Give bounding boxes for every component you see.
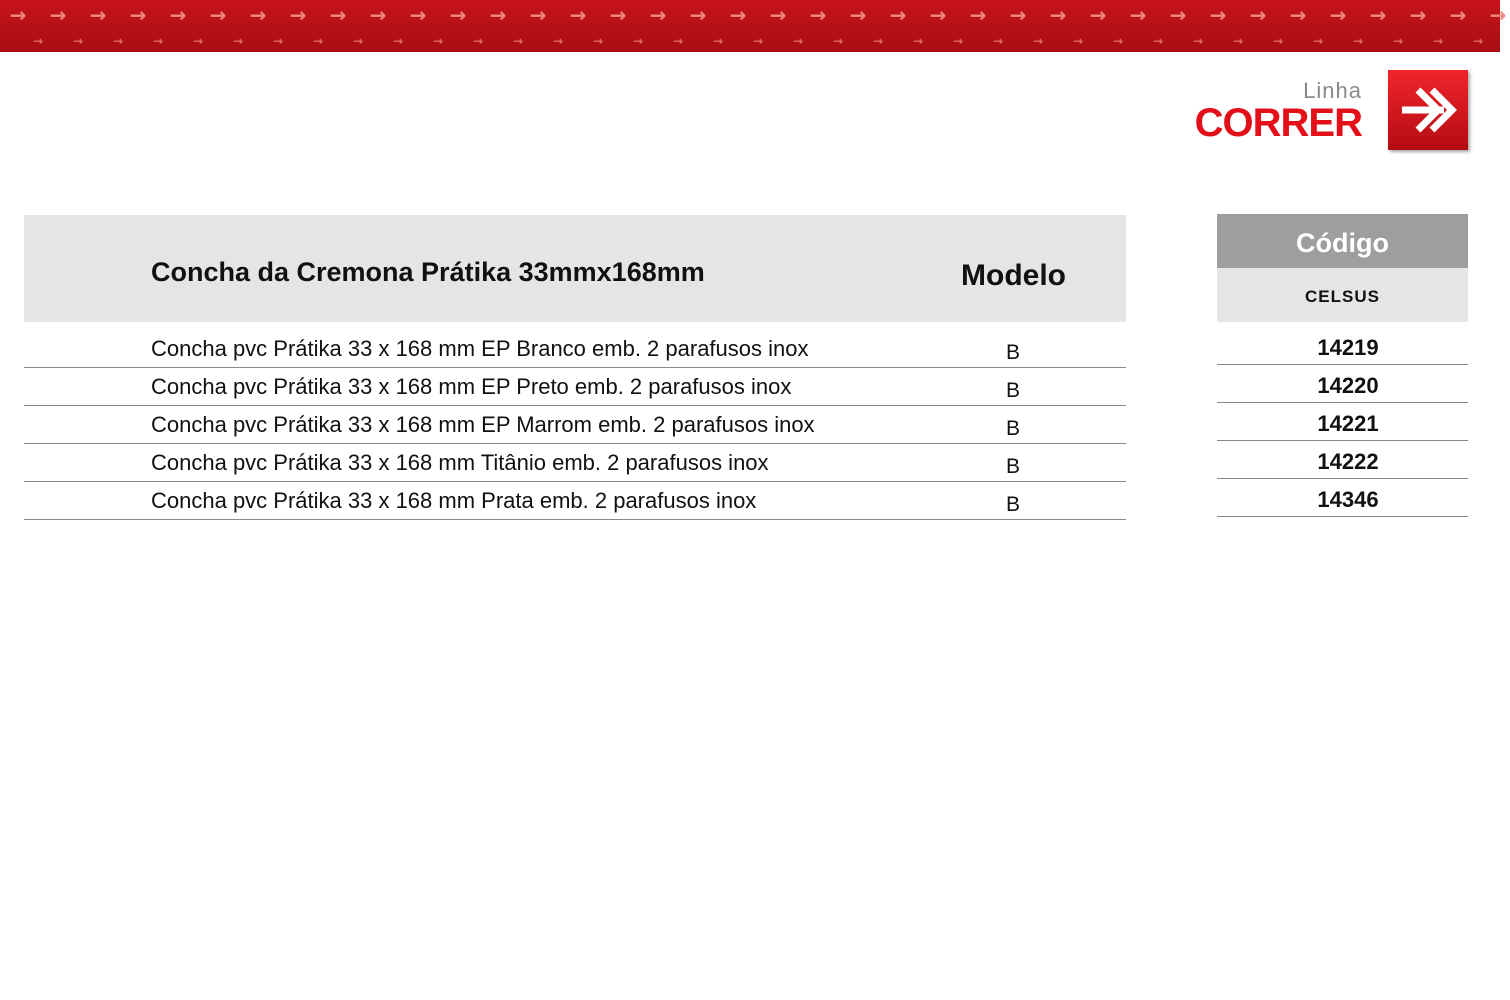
arrow-right-icon: →: [1009, 3, 1027, 27]
code-column-subheader: CELSUS: [1217, 268, 1468, 322]
product-description: Concha pvc Prátika 33 x 168 mm Prata emb. 2 parafusos inox: [151, 488, 757, 513]
arrow-right-icon: →: [992, 34, 1004, 48]
arrow-right-icon: →: [1072, 34, 1084, 48]
arrow-right-icon: →: [232, 34, 244, 48]
arrow-right-icon: →: [1409, 3, 1427, 27]
arrow-right-icon: →: [49, 3, 67, 27]
model-column-header: Modelo: [961, 259, 1066, 292]
arrow-right-icon: →: [312, 34, 324, 48]
arrow-right-icon: →: [272, 34, 284, 48]
arrow-right-icon: →: [609, 3, 627, 27]
code-row: [1217, 327, 1468, 365]
arrow-right-icon: →: [169, 3, 187, 27]
arrow-right-icon: →: [1089, 3, 1107, 27]
arrow-right-icon: →: [152, 34, 164, 48]
product-table-body: [24, 330, 1126, 520]
arrow-right-icon: →: [649, 3, 667, 27]
arrow-right-icon: →: [449, 3, 467, 27]
arrow-right-icon: →: [592, 34, 604, 48]
band-arrow-row: [0, 28, 1500, 54]
product-description: Concha pvc Prátika 33 x 168 mm EP Marrom emb. 2 parafusos inox: [151, 412, 815, 437]
code-row: [1217, 479, 1468, 517]
arrow-right-icon: →: [249, 3, 267, 27]
code-row: [1217, 403, 1468, 441]
product-model: B: [1006, 341, 1021, 364]
arrow-right-icon: →: [752, 34, 764, 48]
arrow-right-icon: →: [929, 3, 947, 27]
arrow-right-icon: →: [1369, 3, 1387, 27]
arrow-right-icon: →: [689, 3, 707, 27]
product-description: Concha pvc Prátika 33 x 168 mm EP Preto emb. 2 parafusos inox: [151, 374, 792, 399]
arrow-right-icon: →: [289, 3, 307, 27]
arrow-right-icon: →: [1329, 3, 1347, 27]
arrow-right-icon: →: [712, 34, 724, 48]
product-model: B: [1006, 455, 1021, 478]
arrow-right-icon: →: [872, 34, 884, 48]
arrow-right-icon: →: [1169, 3, 1187, 27]
arrow-right-icon: →: [529, 3, 547, 27]
top-decorative-band: [0, 0, 1507, 52]
arrow-right-icon: →: [9, 3, 27, 27]
arrow-right-icon: →: [552, 34, 564, 48]
arrow-right-icon: →: [809, 3, 827, 27]
arrow-right-icon: →: [1392, 34, 1404, 48]
product-description: Concha pvc Prátika 33 x 168 mm Titânio emb. 2 parafusos inox: [151, 450, 769, 475]
arrow-right-icon: →: [889, 3, 907, 27]
table-row: [24, 482, 1126, 520]
arrow-right-icon: →: [1432, 34, 1444, 48]
arrow-right-icon: →: [1192, 34, 1204, 48]
product-table-title: Concha da Cremona Prátika 33mmx168mm: [151, 257, 705, 287]
arrow-right-icon: →: [632, 34, 644, 48]
table-row: [24, 330, 1126, 368]
arrow-right-icon: →: [729, 3, 747, 27]
arrow-right-icon: →: [569, 3, 587, 27]
arrow-right-icon: →: [352, 34, 364, 48]
arrow-right-icon: →: [849, 3, 867, 27]
arrow-right-icon: →: [969, 3, 987, 27]
code-column-header: Código: [1217, 214, 1468, 268]
product-code: 14220: [1317, 373, 1379, 398]
arrow-right-icon: →: [1449, 3, 1467, 27]
product-table-header: [24, 215, 1126, 322]
arrow-right-icon: →: [1049, 3, 1067, 27]
product-code: 14221: [1317, 411, 1379, 436]
arrow-right-icon: →: [392, 34, 404, 48]
double-chevron-arrow-icon: [1388, 70, 1468, 150]
arrow-right-icon: →: [472, 34, 484, 48]
product-model: B: [1006, 493, 1021, 516]
arrow-right-icon: →: [129, 3, 147, 27]
arrow-right-icon: →: [1112, 34, 1124, 48]
arrow-right-icon: →: [32, 34, 44, 48]
code-row: [1217, 365, 1468, 403]
arrow-right-icon: →: [1352, 34, 1364, 48]
arrow-right-icon: →: [409, 3, 427, 27]
code-row: [1217, 441, 1468, 479]
arrow-right-icon: →: [209, 3, 227, 27]
arrow-right-icon: →: [1032, 34, 1044, 48]
arrow-right-icon: →: [769, 3, 787, 27]
product-code: 14346: [1317, 487, 1379, 512]
arrow-right-icon: →: [1152, 34, 1164, 48]
arrow-right-icon: →: [1209, 3, 1227, 27]
arrow-right-icon: →: [1289, 3, 1307, 27]
arrow-right-icon: →: [369, 3, 387, 27]
arrow-right-icon: →: [672, 34, 684, 48]
product-description: Concha pvc Prátika 33 x 168 mm EP Branco emb. 2 parafusos inox: [151, 336, 809, 361]
arrow-right-icon: →: [1472, 34, 1484, 48]
arrow-right-icon: →: [1272, 34, 1284, 48]
arrow-right-icon: →: [1249, 3, 1267, 27]
arrow-right-icon: →: [832, 34, 844, 48]
product-code: 14219: [1317, 335, 1379, 360]
product-model: B: [1006, 379, 1021, 402]
arrow-right-icon: →: [1489, 3, 1507, 27]
arrow-right-icon: →: [72, 34, 84, 48]
arrow-right-icon: →: [89, 3, 107, 27]
arrow-right-icon: →: [792, 34, 804, 48]
arrow-right-icon: →: [1232, 34, 1244, 48]
table-row: [24, 406, 1126, 444]
logo-line-label: Linha: [1303, 78, 1362, 103]
product-code: 14222: [1317, 449, 1379, 474]
arrow-right-icon: →: [912, 34, 924, 48]
arrow-right-icon: →: [329, 3, 347, 27]
arrow-right-icon: →: [489, 3, 507, 27]
code-table-body: [1217, 327, 1468, 517]
logo-brand-name: CORRER: [1194, 101, 1362, 145]
band-arrow-row: [0, 2, 1507, 28]
arrow-right-icon: →: [192, 34, 204, 48]
arrow-right-icon: →: [112, 34, 124, 48]
table-row: [24, 368, 1126, 406]
arrow-right-icon: →: [1129, 3, 1147, 27]
arrow-right-icon: →: [952, 34, 964, 48]
arrow-right-icon: →: [1312, 34, 1324, 48]
table-row: [24, 444, 1126, 482]
arrow-right-icon: →: [432, 34, 444, 48]
arrow-right-icon: →: [512, 34, 524, 48]
product-model: B: [1006, 417, 1021, 440]
